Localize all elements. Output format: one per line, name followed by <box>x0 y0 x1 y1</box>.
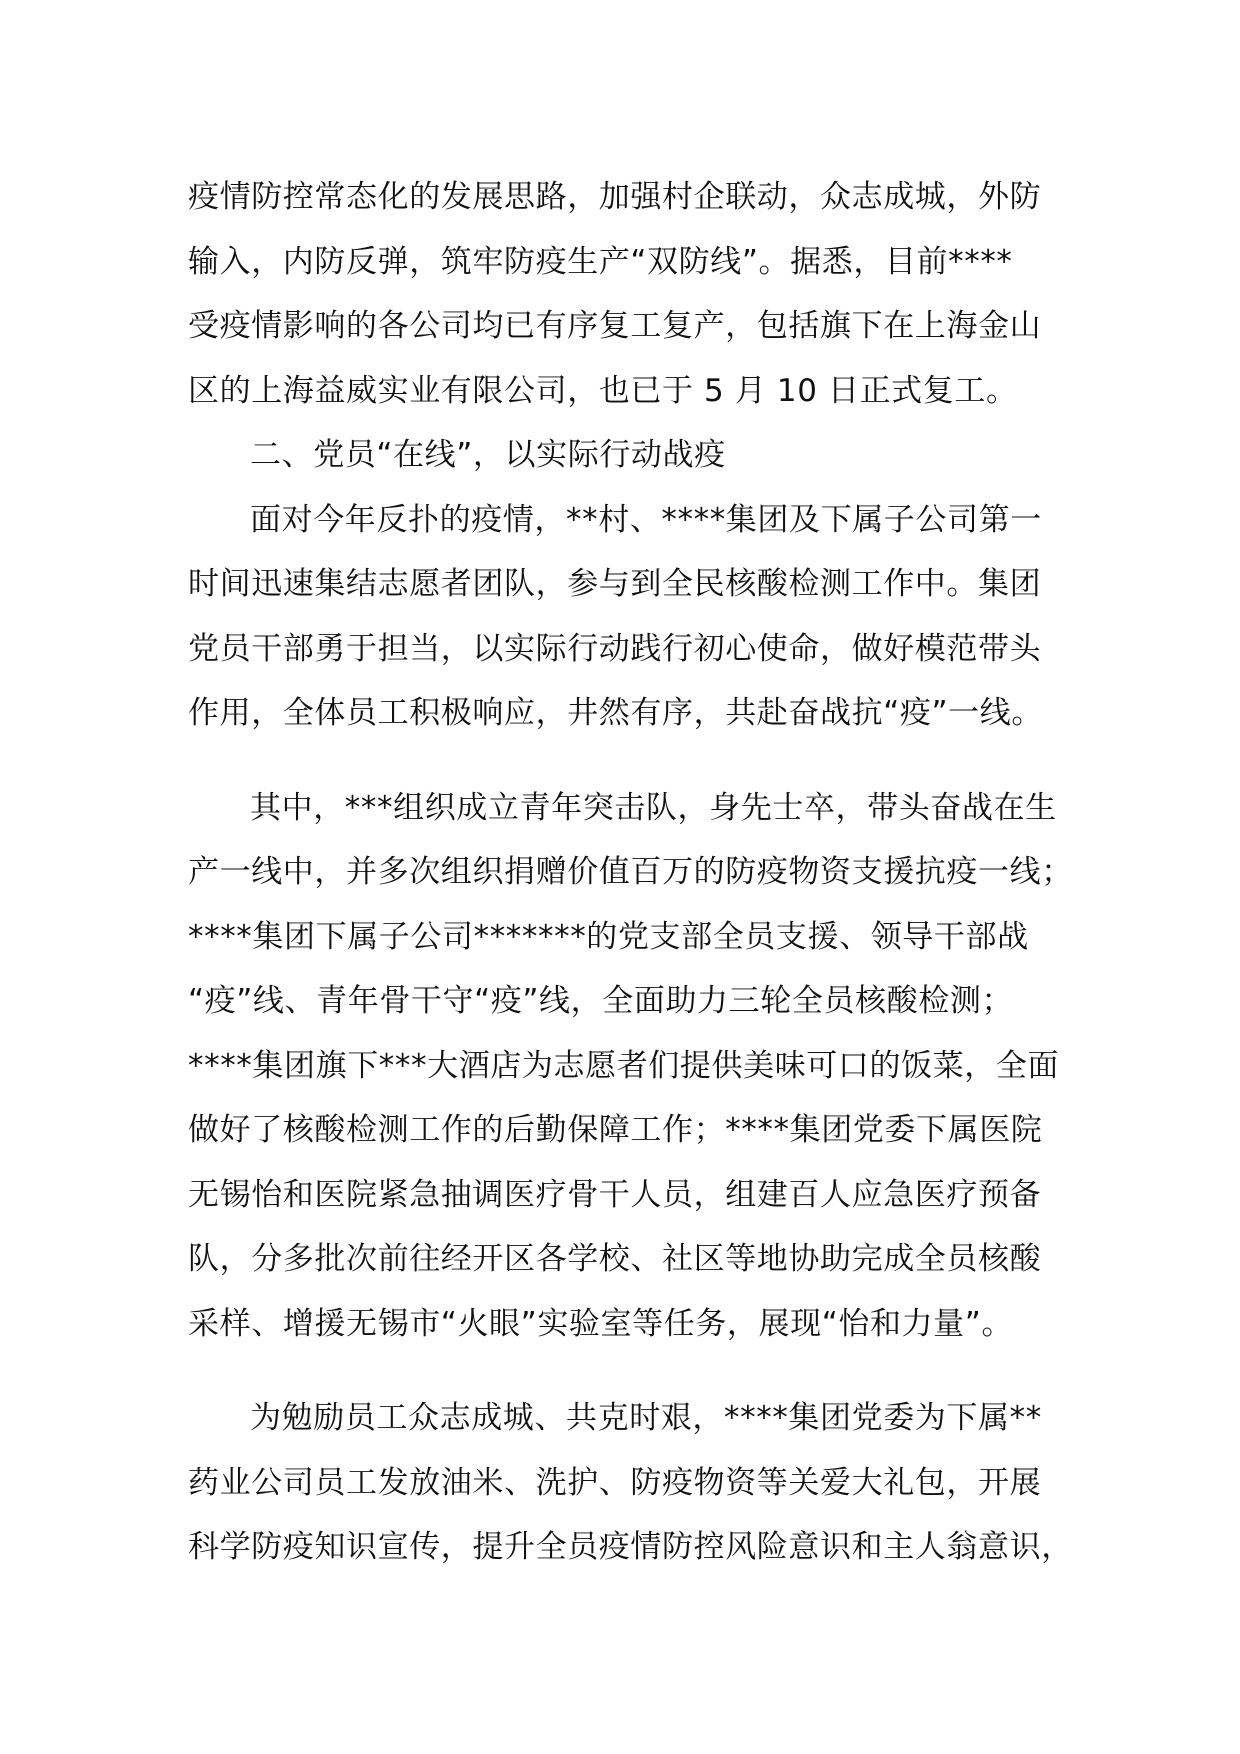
text-line: ****集团下属子公司*******的党支部全员支援、领导干部战 <box>188 918 1029 955</box>
text-line: 输入，内防反弹，筑牢防疫生产“双防线”。据悉，目前**** <box>188 243 1013 280</box>
paragraph-4 <box>188 776 1073 1357</box>
text-line: ****集团旗下***大酒店为志愿者们提供美味可口的饭菜，全面 <box>188 1047 1060 1084</box>
text-line: 队，分多批次前往经开区各学校、社区等地协助完成全员核酸 <box>188 1241 1042 1277</box>
text-line: “疫”线、青年骨干守“疫”线，全面助力三轮全员核酸检测； <box>188 983 1014 1019</box>
text-line: 党员干部勇于担当，以实际行动践行初心使命，做好模范带头 <box>188 630 1042 667</box>
text-line: 受疫情影响的各公司均已有序复工复产，包括旗下在上海金山 <box>188 308 1042 344</box>
text-line: 其中，***组织成立青年突击队，身先士卒，带头奋战在生 <box>250 789 1057 826</box>
text-line: 面对今年反扑的疫情，**村、****集团及下属子公司第一 <box>250 501 1042 538</box>
paragraph-spacer <box>188 746 1068 776</box>
paragraph-5 <box>188 1386 1073 1580</box>
text-line: 作用，全体员工积极响应，井然有序，共赴奋战抗“疫”一线。 <box>188 695 1043 731</box>
text-line: 产一线中，并多次组织捐赠价值百万的防疫物资支援抗疫一线； <box>188 854 1073 890</box>
document-body <box>188 165 1073 1580</box>
section-heading <box>188 423 1068 488</box>
text-line: 区的上海益威实业有限公司，也已于 5 月 10 日正式复工。 <box>188 372 1018 409</box>
text-line: 做好了核酸检测工作的后勤保障工作；****集团党委下属医院 <box>188 1112 1043 1148</box>
text-line: 无锡怡和医院紧急抽调医疗骨干人员，组建百人应急医疗预备 <box>188 1176 1042 1213</box>
text-line: 时间迅速集结志愿者团队，参与到全民核酸检测工作中。集团 <box>188 566 1042 602</box>
text-line: 采样、增援无锡市“火眼”实验室等任务，展现“怡和力量”。 <box>188 1305 1014 1342</box>
paragraph-1 <box>188 165 1068 423</box>
paragraph-3 <box>188 488 1068 746</box>
text-line: 疫情防控常态化的发展思路，加强村企联动，众志成城，外防 <box>188 179 1042 215</box>
text-line: 药业公司员工发放油米、洗护、防疫物资等关爱大礼包，开展 <box>188 1464 1042 1501</box>
heading-line: 二、党员“在线”，以实际行动战疫 <box>250 437 726 473</box>
paragraph-spacer <box>188 1356 1068 1386</box>
text-line: 为勉励员工众志成城、共克时艰，****集团党委为下属** <box>250 1400 1042 1436</box>
text-line: 科学防疫知识宣传，提升全员疫情防控风险意识和主人翁意识， <box>188 1529 1073 1565</box>
